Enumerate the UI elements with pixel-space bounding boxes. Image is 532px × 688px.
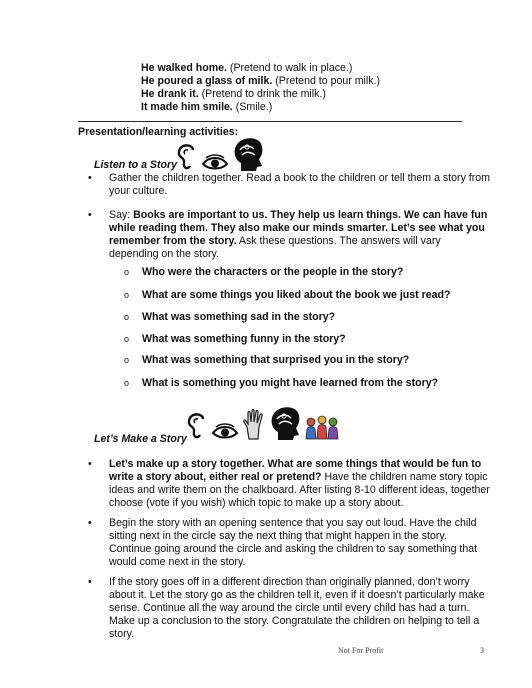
section-heading: Presentation/learning activities: <box>78 126 239 138</box>
intro-line-bold: He poured a glass of milk. <box>141 75 273 87</box>
head-icon <box>269 405 301 441</box>
listen-story-icons <box>176 136 264 172</box>
intro-line-rest: (Pretend to drink the milk.) <box>198 88 326 100</box>
intro-line-bold: He walked home. <box>141 62 227 74</box>
intro-line-bold: It made him smile. <box>141 101 233 113</box>
question-item <box>124 311 335 324</box>
intro-line <box>141 62 481 75</box>
question-item <box>124 333 346 346</box>
bullet-text <box>109 209 492 261</box>
intro-line <box>141 88 481 101</box>
make-story-icons <box>186 405 340 441</box>
circle-bullet-icon: o <box>124 334 130 344</box>
bullet-text: Gather the children together. Read a book to the children or tell them a story from your culture. <box>109 172 490 197</box>
intro-line-rest: (Smile.) <box>232 101 273 113</box>
question-text: What is something you might have learned from the story? <box>142 377 439 389</box>
bullet-marker: • <box>88 209 92 221</box>
intro-line-bold: He drank it. <box>141 88 199 100</box>
page-number: 3 <box>480 646 484 655</box>
footer-text: Not For Profit <box>338 646 384 655</box>
ear-icon <box>186 411 208 441</box>
question-text: Who were the characters or the people in the story? <box>142 266 404 278</box>
page-footer <box>338 646 498 655</box>
intro-line-rest: (Pretend to pour milk.) <box>272 75 381 87</box>
intro-line <box>141 101 481 114</box>
circle-bullet-icon: o <box>124 378 130 388</box>
circle-bullet-icon: o <box>124 267 130 277</box>
bullet-rest-text: Ask these questions. The answers will vary depending on the story. <box>109 235 441 260</box>
list-item <box>88 517 492 569</box>
circle-bullet-icon: o <box>124 312 130 322</box>
ear-icon <box>176 142 198 172</box>
bullet-text <box>109 458 492 510</box>
hand-icon <box>242 409 266 441</box>
question-item <box>124 354 409 367</box>
list-item <box>88 458 492 510</box>
bullet-bold-text: Books are important to us. They help us learn things. We can have fun while reading them. They also make our minds smarter. Let’s see what you remember from the story. <box>109 209 488 247</box>
list-item <box>88 172 492 198</box>
question-text: What was something that surprised you in the story? <box>142 354 410 366</box>
eye-icon <box>201 154 229 172</box>
bullet-text: If the story goes off in a different direction than originally planned, don’t worry about it. Let the story go as the children tell it, even if it doesn’t particularly make sense. Continue all the way around the circle until every child has had a turn. Make up a conclusion to the story. Congratulate the children on helping to tell a story. <box>109 576 485 640</box>
bullet-bold-text: Let’s make up a story together. What are some things that would be fun to write a story about, either real or pretend? <box>109 458 482 483</box>
bullet-marker: • <box>88 458 92 470</box>
question-item <box>124 377 438 390</box>
list-item <box>88 209 492 261</box>
question-text: What was something funny in the story? <box>142 333 346 345</box>
circle-bullet-icon: o <box>124 290 130 300</box>
head-icon <box>232 136 264 172</box>
group-icon <box>304 415 340 441</box>
question-text: What are some things you liked about the book we just read? <box>142 289 451 301</box>
bullet-marker: • <box>88 576 92 588</box>
section-divider <box>78 121 462 122</box>
bullet-marker: • <box>88 172 92 184</box>
question-item <box>124 266 403 279</box>
question-item <box>124 289 450 302</box>
say-label: Say: <box>109 209 134 221</box>
bullet-marker: • <box>88 517 92 529</box>
bullet-rest-text: Have the children name story topic ideas and write them on the chalkboard. After listing 8-10 different ideas, together choose (vote if you wish) which topic to make up a story about. <box>109 471 490 509</box>
intro-lines <box>141 62 481 114</box>
bullet-text: Begin the story with an opening sentence that you say out loud. Have the child sitting next in the circle say the next thing that might happen in the story. Continue going around the circle and asking the children to say something that would come next in the story. <box>109 517 478 568</box>
question-text: What was something sad in the story? <box>142 311 336 323</box>
intro-line-rest: (Pretend to walk in place.) <box>226 62 353 74</box>
make-story-title: Let’s Make a Story <box>94 433 187 445</box>
circle-bullet-icon: o <box>124 355 130 365</box>
list-item <box>88 576 492 641</box>
intro-line <box>141 75 481 88</box>
listen-story-title: Listen to a Story <box>94 159 177 171</box>
eye-icon <box>211 423 239 441</box>
